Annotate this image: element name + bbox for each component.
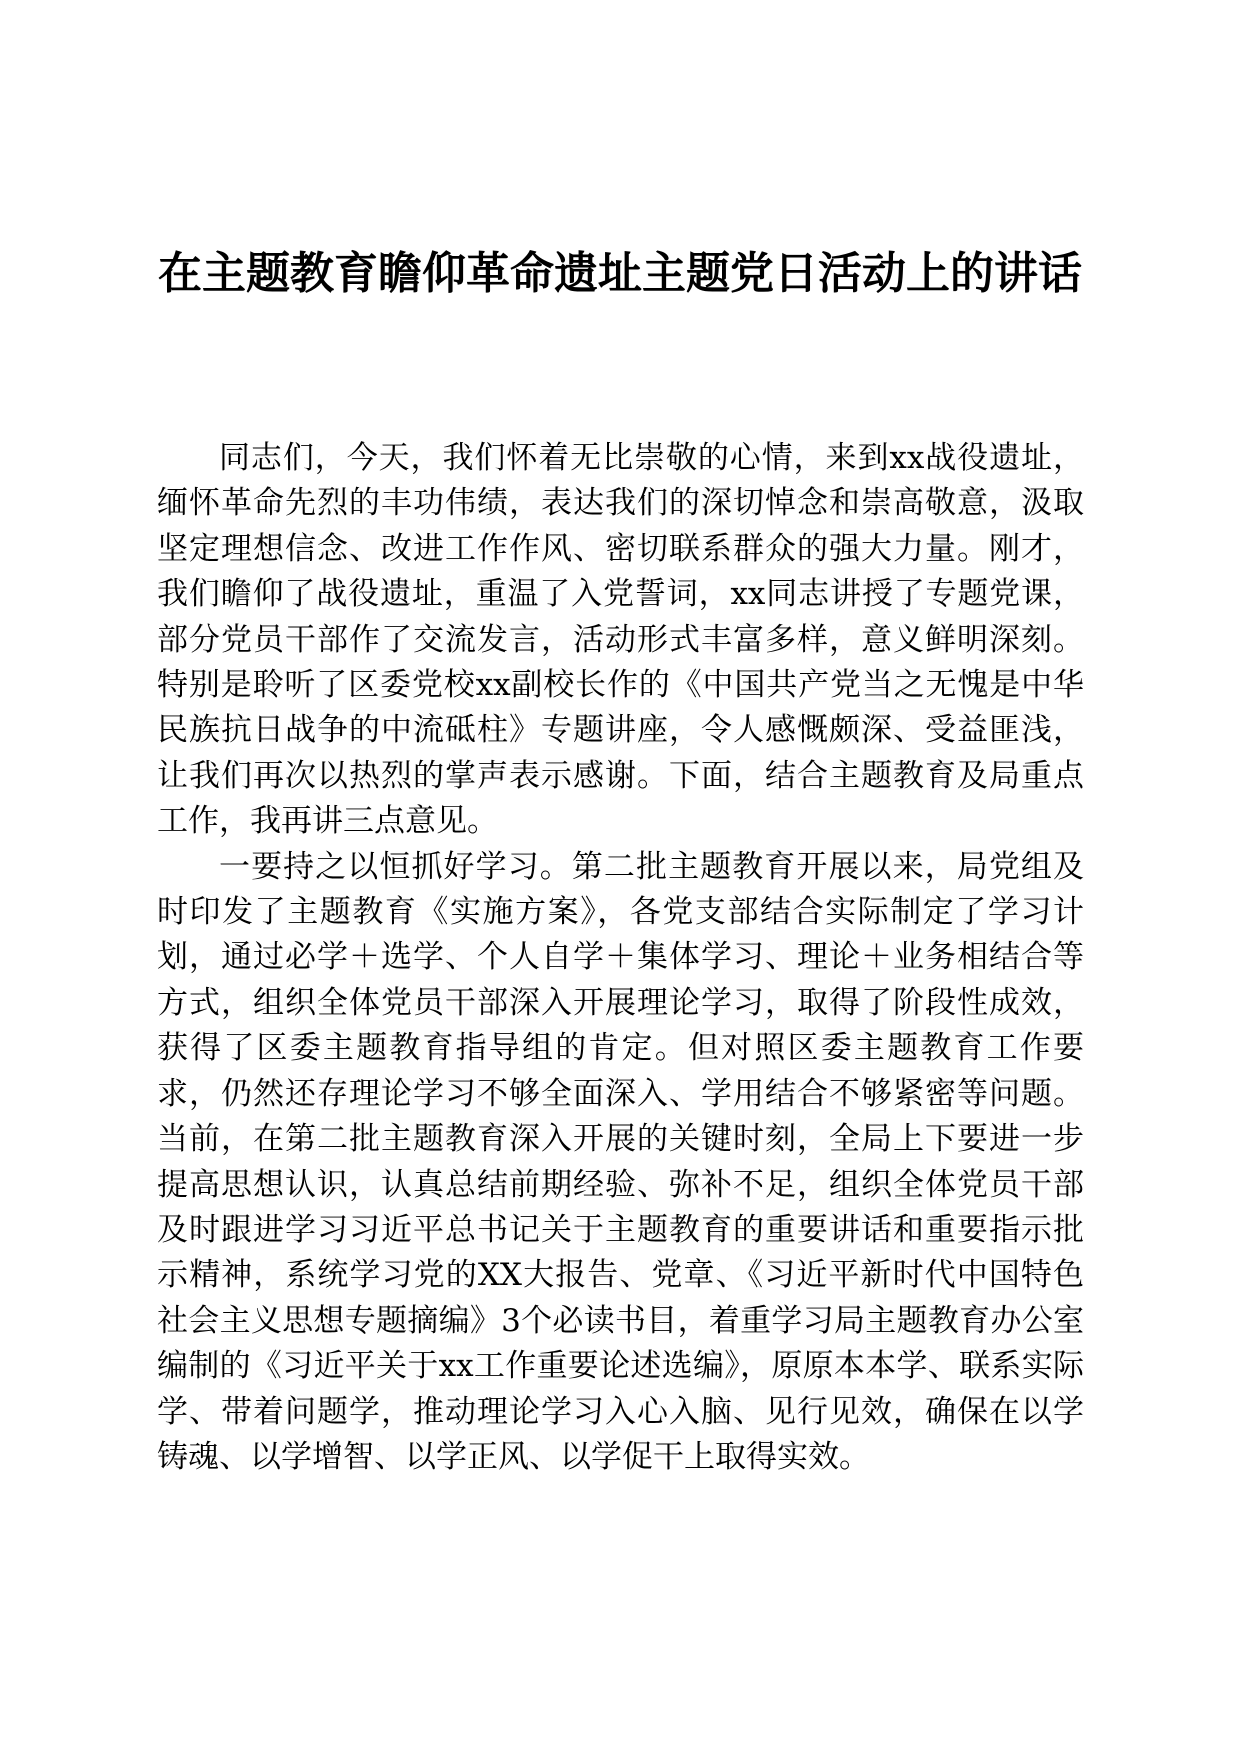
- paragraph-opening: 同志们，今天，我们怀着无比崇敬的心情，来到xx战役遗址，缅怀革命先烈的丰功伟绩，表达我们的深切悼念和崇高敬意，汲取坚定理想信念、改进工作作风、密切联系群众的强大力量。刚才，我们瞻仰了战役遗址，重温了入党誓词，xx同志讲授了专题党课，部分党员干部作了交流发言，活动形式丰富多样，意义鲜明深刻。特别是聆听了区委党校xx副校长作的《中国共产党当之无愧是中华民族抗日战争的中流砥柱》专题讲座，令人感慨颇深、受益匪浅，让我们再次以热烈的掌声表示感谢。下面，结合主题教育及局重点工作，我再讲三点意见。: [157, 440, 1084, 840]
- paragraph-study: 一要持之以恒抓好学习。第二批主题教育开展以来，局党组及时印发了主题教育《实施方案》，各党支部结合实际制定了学习计划，通过必学＋选学、个人自学＋集体学习、理论＋业务相结合等方式，组织全体党员干部深入开展理论学习，取得了阶段性成效，获得了区委主题教育指导组的肯定。但对照区委主题教育工作要求，仍然还存理论学习不够全面深入、学用结合不够紧密等问题。当前，在第二批主题教育深入开展的关键时刻，全局上下要进一步提高思想认识，认真总结前期经验、弥补不足，组织全体党员干部及时跟进学习习近平总书记关于主题教育的重要讲话和重要指示批示精神，系统学习党的XX大报告、党章、《习近平新时代中国特色社会主义思想专题摘编》3个必读书目，着重学习局主题教育办公室编制的《习近平关于xx工作重要论述选编》，原原本本学、联系实际学、带着问题学，推动理论学习入心入脑、见行见效，确保在以学铸魂、以学增智、以学正风、以学促干上取得实效。: [157, 848, 1084, 1475]
- document-title: 在主题教育瞻仰革命遗址主题党日活动上的讲话: [158, 248, 1082, 299]
- document-body: [157, 436, 1084, 1480]
